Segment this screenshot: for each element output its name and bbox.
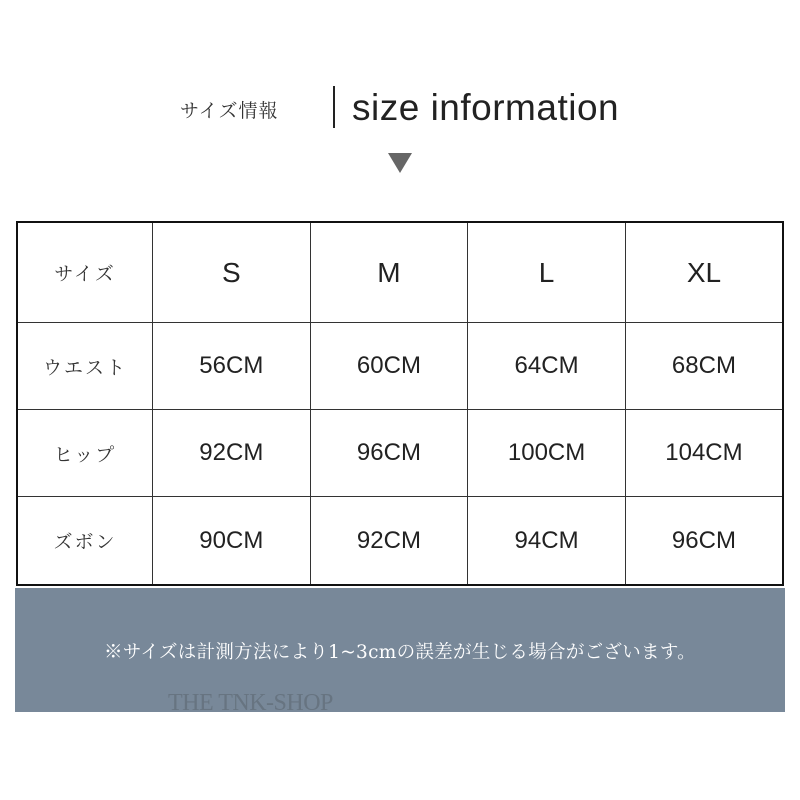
note-text: ※サイズは計測方法により1~3cmの誤差が生じる場合がございます。 [104,642,696,663]
table-cell: 96CM [625,497,783,586]
table-cell: 56CM [153,323,311,410]
table-row-pants [17,497,783,586]
table-cell: 96CM [310,410,468,497]
table-cell: 64CM [468,323,626,410]
table-header-row [17,222,783,323]
row-label-hip: ヒップ [17,410,153,497]
triangle-down-icon [388,153,412,173]
title-japanese: サイズ情報 [180,100,279,122]
table-row-waist [17,323,783,410]
table-cell: 92CM [310,497,468,586]
row-label-waist: ウエスト [17,323,153,410]
size-header-l: L [468,222,626,323]
title-divider [333,86,335,128]
shop-watermark: THE TNK-SHOP [168,690,333,716]
table-cell: 92CM [153,410,311,497]
header [0,82,800,138]
size-header-m: M [310,222,468,323]
table-cell: 100CM [468,410,626,497]
header-label-cell: サイズ [17,222,153,323]
table-cell: 94CM [468,497,626,586]
note-banner [15,588,785,712]
table-cell: 90CM [153,497,311,586]
table-cell: 60CM [310,323,468,410]
title-english: size information [352,87,620,128]
size-header-s: S [153,222,311,323]
table-cell: 68CM [625,323,783,410]
size-table [16,221,784,586]
row-label-pants: ズボン [17,497,153,586]
table-cell: 104CM [625,410,783,497]
table-row-hip [17,410,783,497]
size-header-xl: XL [625,222,783,323]
